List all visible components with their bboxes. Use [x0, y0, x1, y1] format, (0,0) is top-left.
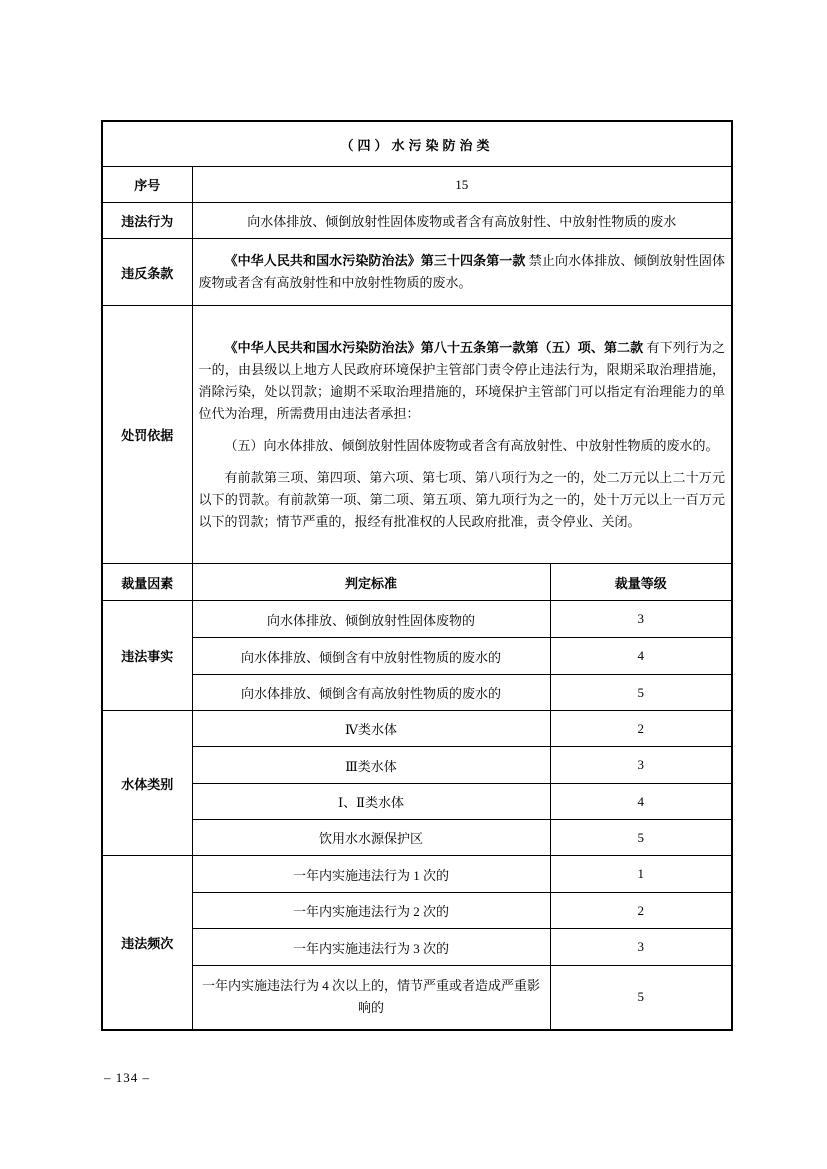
paragraph-text: 禁止向水体排放、倾倒放射性固体废物或者含有高放射性和中放射性物质的废水。: [198, 253, 725, 290]
paragraph-text: 有前款第三项、第四项、第六项、第七项、第八项行为之一的，处二万元以上二十万元以下的罚款。有前款第一项、第二项、第五项、第九项行为之一的，处十万元以上一百万元以下的罚款；情节严重的，报经有批准权的人民政府批准，责令停业、关闭。: [198, 469, 725, 529]
standard-cell: 向水体排放、倾倒含有中放射性物质的废水的: [192, 638, 550, 675]
level-cell: 1: [550, 856, 732, 893]
penalty-paragraph-1: [199, 337, 726, 425]
standard-cell: Ⅰ、Ⅱ类水体: [192, 784, 550, 820]
table-row: [102, 929, 732, 966]
standard-cell: 一年内实施违法行为 1 次的: [192, 856, 550, 893]
value-illegal-act: 向水体排放、倾倒放射性固体废物或者含有高放射性、中放射性物质的废水: [192, 203, 732, 239]
clause-paragraph: [199, 250, 726, 294]
group-label-illegal-facts: 违法事实: [102, 601, 192, 711]
standard-cell: 一年内实施违法行为 2 次的: [192, 893, 550, 929]
table-row: [102, 856, 732, 893]
level-cell: 3: [550, 747, 732, 784]
citation-bold: 《中华人民共和国水污染防治法》第八十五条第一款第（五）项、第二款: [224, 339, 644, 355]
regulation-table: [101, 120, 733, 1031]
level-cell: 3: [550, 601, 732, 638]
standard-cell: Ⅳ类水体: [192, 711, 550, 747]
table-row: [102, 121, 732, 167]
table-row: [102, 784, 732, 820]
table-row: [102, 893, 732, 929]
table-row: [102, 820, 732, 856]
standard-cell: 一年内实施违法行为 4 次以上的，情节严重或者造成严重影响的: [192, 966, 550, 1030]
level-cell: 2: [550, 711, 732, 747]
label-violated-clause: 违反条款: [102, 239, 192, 306]
table-row: [102, 306, 732, 564]
header-discretion-factor: 裁量因素: [102, 564, 192, 601]
level-cell: 3: [550, 929, 732, 966]
group-label-violation-frequency: 违法频次: [102, 856, 192, 1030]
criteria-header-row: [102, 564, 732, 601]
value-serial-number: 15: [192, 167, 732, 203]
table-row: [102, 966, 732, 1030]
level-cell: 2: [550, 893, 732, 929]
standard-cell: 饮用水水源保护区: [192, 820, 550, 856]
penalty-paragraph-3: [199, 467, 726, 533]
table-row: [102, 203, 732, 239]
level-cell: 4: [550, 784, 732, 820]
table-row: [102, 601, 732, 638]
paragraph-text: （五）向水体排放、倾倒放射性固体废物或者含有高放射性、中放射性物质的废水的。: [224, 437, 719, 453]
label-serial-number: 序号: [102, 167, 192, 203]
page-number: – 134 –: [104, 1070, 150, 1085]
table-row: [102, 675, 732, 711]
value-violated-clause: [192, 239, 732, 306]
label-illegal-act: 违法行为: [102, 203, 192, 239]
paragraph-text: 有下列行为之一的，由县级以上地方人民政府环境保护主管部门责令停止违法行为，限期采取治理措施，消除污染，处以罚款；逾期不采取治理措施的，环境保护主管部门可以指定有治理能力的单位代为治理，所需费用由违法者承担：: [198, 339, 725, 421]
table-row: [102, 711, 732, 747]
standard-cell: 向水体排放、倾倒含有高放射性物质的废水的: [192, 675, 550, 711]
standard-cell: 向水体排放、倾倒放射性固体废物的: [192, 601, 550, 638]
citation-bold: 《中华人民共和国水污染防治法》第三十四条第一款: [224, 253, 526, 268]
standard-cell: 一年内实施违法行为 3 次的: [192, 929, 550, 966]
level-cell: 4: [550, 638, 732, 675]
level-cell: 5: [550, 675, 732, 711]
table-title: （四）水污染防治类: [102, 121, 732, 167]
value-penalty-basis: [192, 306, 732, 564]
group-label-water-body-category: 水体类别: [102, 711, 192, 856]
standard-cell: Ⅲ类水体: [192, 747, 550, 784]
penalty-paragraph-2: [199, 435, 726, 457]
header-judgment-standard: 判定标准: [192, 564, 550, 601]
label-penalty-basis: 处罚依据: [102, 306, 192, 564]
level-cell: 5: [550, 820, 732, 856]
table-row: [102, 638, 732, 675]
table-row: [102, 239, 732, 306]
table-row: [102, 747, 732, 784]
header-discretion-level: 裁量等级: [550, 564, 732, 601]
level-cell: 5: [550, 966, 732, 1030]
table-row: [102, 167, 732, 203]
